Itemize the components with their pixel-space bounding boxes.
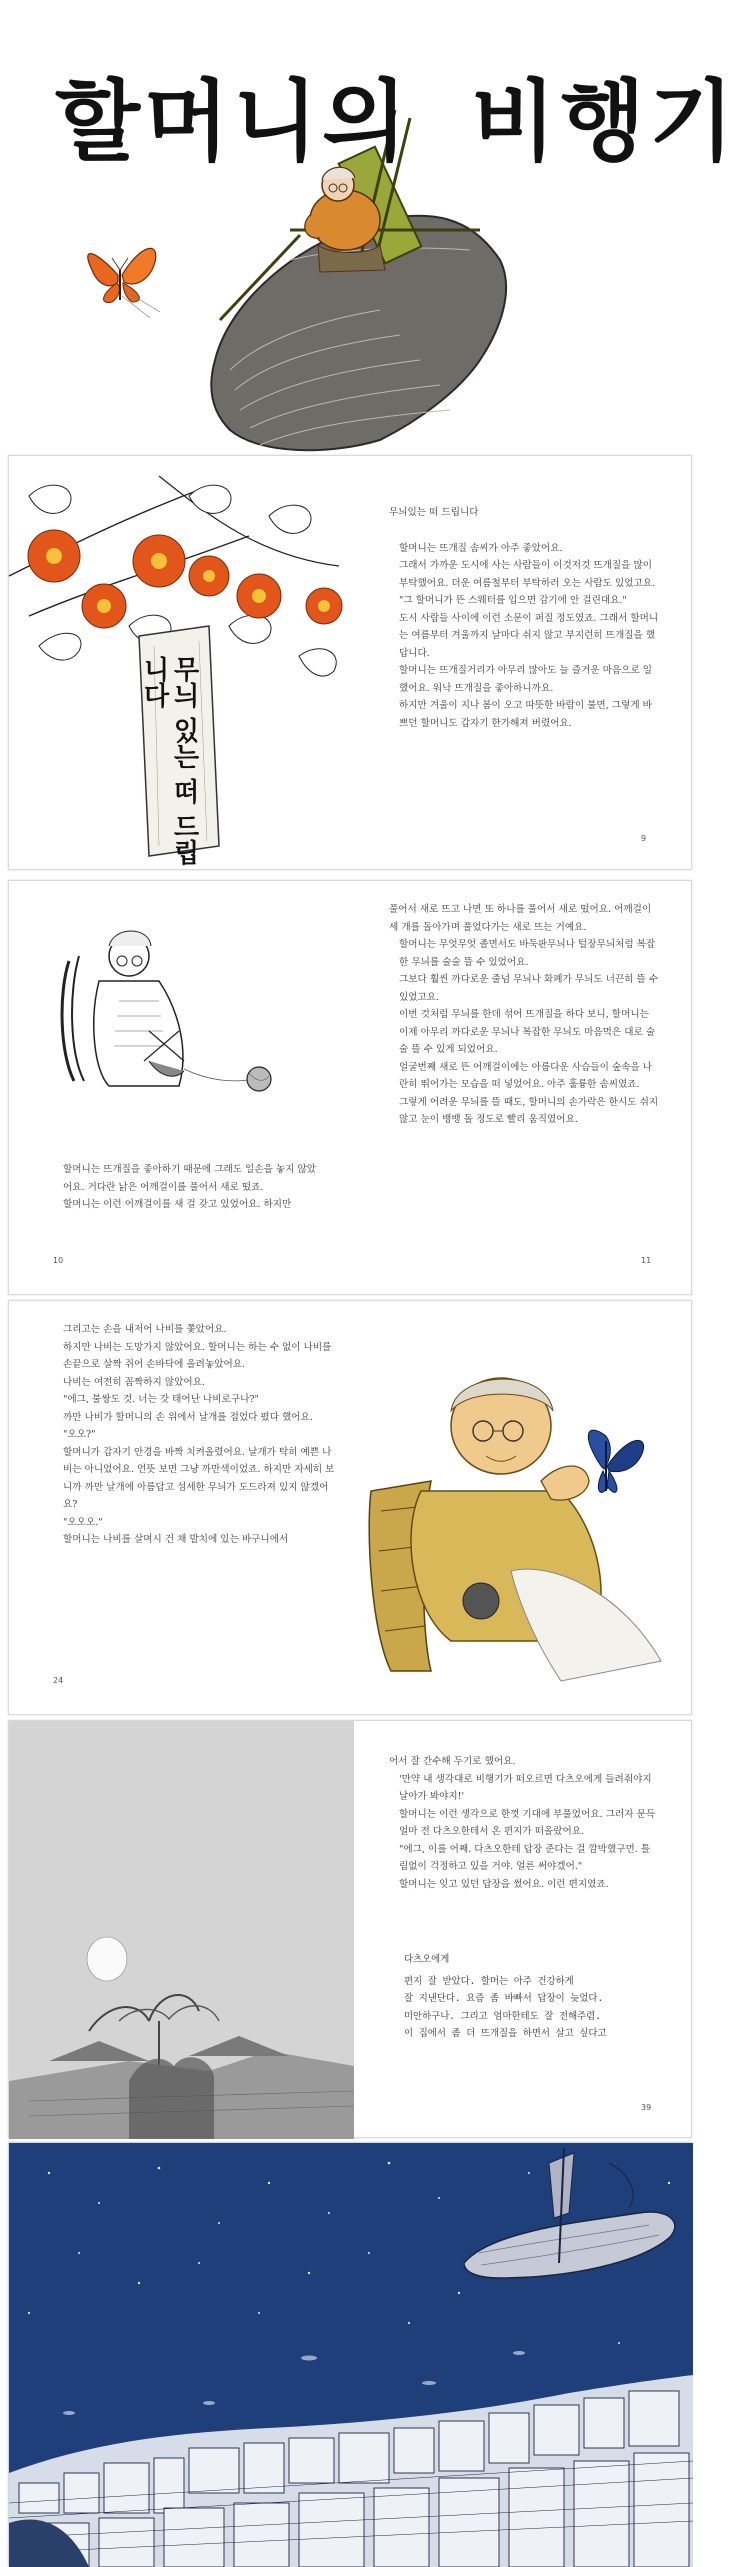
paragraph: 할머니는 이런 생각으로 한껏 기대에 부풀었어요. 그러자 문득 얼마 전 다츠오한테서 온 편지가 떠올랐어요. bbox=[399, 1808, 656, 1837]
paragraph: 하지만 겨울이 지나 봄이 오고 따뜻한 바람이 불면, 그렇게 바쁘던 할머니도 갑자기 한가해져 버렸어요. bbox=[399, 700, 652, 729]
page-number: 24 bbox=[53, 1676, 64, 1685]
paragraph: 이번 것처럼 무늬를 한데 섞어 뜨개질을 하다 보니, 할머니는 이제 아무리 까다로운 무늬나 복잡한 무늬도 마음먹은 대로 술술 뜰 수 있게 되었어요. bbox=[399, 1009, 656, 1055]
moon-icon bbox=[87, 1937, 127, 1981]
book-spread-3 bbox=[8, 1300, 692, 1715]
spread3-text bbox=[53, 1321, 338, 1549]
letter-line: 미안하구나. 그리고 엄마한테도 잘 전해주렴. bbox=[404, 2010, 601, 2022]
paragraph: 그렇게 어려운 무늬를 뜰 때도, 할머니의 손가락은 한시도 쉬지 않고 눈이 뱅뱅 돌 정도로 빨리 움직였어요. bbox=[399, 1096, 659, 1125]
paragraph: 할머니는 뜨개질 솜씨가 아주 좋았어요. bbox=[399, 542, 563, 554]
page-number: 10 bbox=[53, 1256, 64, 1265]
paragraph: 할머니가 갑자기 안경을 바짝 치켜올렸어요. 날개가 탁히 예쁜 나비는 아니었어요. 언뜻 보면 그냥 까만색이었죠. 하지만 자세히 보니까 까만 날개에 아름답고 섬세한 무늬가 도드라져 있지 않겠어요? bbox=[63, 1446, 335, 1510]
spread2-right-text bbox=[389, 901, 659, 1129]
night-city-airplane-illustration bbox=[9, 2143, 693, 2567]
paragraph: 도시 사람들 사이에 이런 소문이 퍼질 정도였죠. 그래서 할머니는 여름부터 겨울까지 날마다 쉬지 않고 부지런히 뜨개질을 했답니다. bbox=[399, 612, 659, 659]
book-spread-1 bbox=[8, 455, 692, 870]
page-number: 11 bbox=[641, 1256, 652, 1265]
book-spread-5 bbox=[8, 2142, 692, 2566]
paragraph: 할머니는 나비를 살며시 건 채 발치에 있는 바구니에서 bbox=[63, 1534, 289, 1545]
paragraph: 까만 나비가 할머니의 손 위에서 날개를 접었다 폈다 했어요. bbox=[63, 1411, 313, 1423]
orange-butterfly-icon bbox=[88, 248, 160, 318]
paragraph: 그보다 훨씬 까다로운 줄넘 무늬나 화폐가 무늬도 너끈히 뜰 수 있었고요. bbox=[399, 974, 659, 1003]
chapter-heading: 무늬있는 떠 드립니다 bbox=[389, 507, 479, 518]
spread4-text bbox=[389, 1753, 659, 1893]
paragraph: 할머니는 이런 어깨걸이를 새 걸 갖고 있었어요. 하지만 bbox=[63, 1199, 292, 1210]
paragraph: 하지만 나비는 도망가지 않았어요. 할머니는 하는 수 없이 나비를 손끝으로 살짝 쥐어 손바닥에 올려놓았어요. bbox=[63, 1341, 332, 1370]
paragraph: 할머니는 뜨개질거리가 아무리 많아도 늘 즐거운 마음으로 일했어요. 워낙 뜨개질을 좋아하니까요. bbox=[399, 665, 653, 694]
grandma-knitting-sketch bbox=[49, 911, 309, 1111]
book-spread-4 bbox=[8, 1720, 692, 2138]
paragraph: "그 할머니가 뜬 스웨터를 입으면 감기에 안 걸린대요." bbox=[399, 595, 627, 606]
book-spread-2 bbox=[8, 880, 692, 1295]
paragraph: 그래서 가까운 도시에 사는 사람들이 이것저것 뜨개질을 많이 부탁했어요. 더운 여름철부터 부탁하러 오는 사람도 있었고요. bbox=[399, 560, 656, 589]
paragraph: 얼굴번째 새로 뜬 어깨걸이에는 아름다운 사슴들이 숲속을 나란히 뛰어가는 모습을 떠 넣었어요. 아주 훌륭한 솜씨였죠. bbox=[399, 1061, 653, 1090]
paragraph: 할머니는 뜨개질을 좋아하기 때문에 그래도 일손을 놓지 않았어요. 거다란 낡은 어깨걸이를 풀어서 새로 떴죠. bbox=[63, 1164, 317, 1193]
paragraph: '만약 내 생각대로 비행기가 떠오르면 다츠오에게 들려줘야지 날아가 봐야지!' bbox=[399, 1773, 652, 1802]
handwritten-letter bbox=[404, 1951, 674, 2043]
page-number: 9 bbox=[641, 834, 647, 843]
page-number: 39 bbox=[641, 2103, 652, 2112]
letter-line: 잘 지낸단다. 요즘 좀 바빠서 답장이 늦었다. bbox=[404, 1993, 604, 2004]
cover-title-part2: 비행기 bbox=[471, 70, 738, 173]
paragraph: "오오오." bbox=[63, 1516, 103, 1528]
paragraph: 나비는 여전히 꼼짝하지 않았어요. bbox=[63, 1376, 205, 1388]
paragraph: 그리고는 손을 내저어 나비를 쫓았어요. bbox=[63, 1324, 227, 1335]
grandma-butterfly-illustration bbox=[361, 1331, 681, 1691]
letter-line: 편지 잘 받았다. 할머는 아주 건강하게 bbox=[404, 1975, 574, 1987]
night-sky-moon-illustration bbox=[9, 1721, 354, 2139]
camellia-flowers bbox=[28, 530, 342, 628]
sign-text: 무늬 있는 떠 드립니다 bbox=[139, 656, 199, 866]
paragraph: 할머니는 잊고 있던 답장을 썼어요. 이런 편지였죠. bbox=[399, 1878, 609, 1890]
paragraph: 풀어서 새로 뜨고 나면 또 하나를 풀어서 새로 떴어요. 어깨걸이 세 개를 돌아가며 풀었다가는 새로 뜨는 거예요. bbox=[389, 904, 652, 933]
paragraph: 어서 잘 간수해 두기로 했어요. bbox=[389, 1756, 516, 1767]
spread1-text bbox=[389, 504, 659, 732]
blue-butterfly-icon bbox=[588, 1430, 643, 1492]
paragraph: 할머니는 무엇무엇 졸면서도 바둑판무늬나 털장무늬처럼 복잡한 무늬를 술술 뜰 수 있었어요. bbox=[399, 939, 656, 968]
spread2-left-text bbox=[53, 1161, 323, 1214]
paragraph: "오오?" bbox=[63, 1429, 96, 1440]
cover-section bbox=[0, 0, 738, 455]
cover-title-part1: 할머니의 bbox=[55, 70, 412, 173]
letter-line: 이 집에서 좀 더 뜨개질을 하면서 살고 싶다고 bbox=[404, 2028, 607, 2039]
letter-line: 다츠오에게 bbox=[404, 1954, 450, 1965]
paragraph: "에그, 불쌍도 것. 너는 갓 태어난 나비로구나?" bbox=[63, 1394, 259, 1405]
cover-title bbox=[55, 52, 738, 178]
paragraph: "에그, 이를 어째. 다츠오한테 답장 준다는 걸 깜박했구먼. 틀림없이 걱정하고 있을 거야. 얼른 써야겠어." bbox=[399, 1843, 651, 1872]
